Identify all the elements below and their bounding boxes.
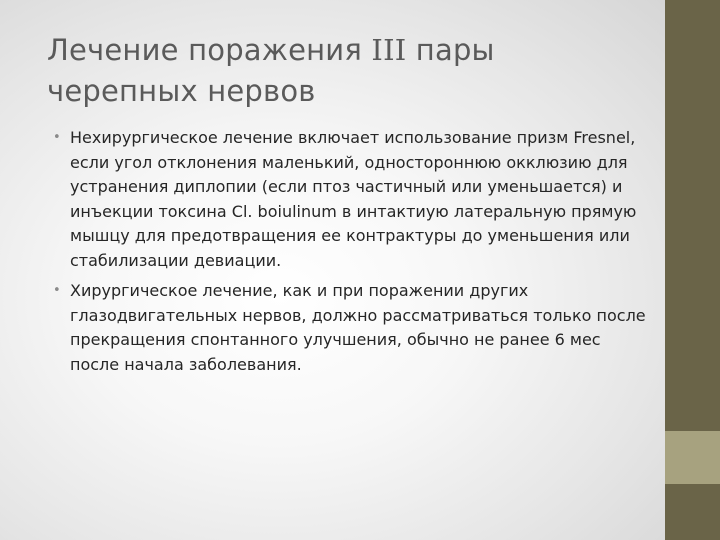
slide-title — [47, 30, 647, 112]
title-part-2: пары черепных нервов — [47, 33, 495, 108]
bullet-marker: • — [53, 283, 61, 298]
title-part-1: Лечение поражения — [47, 33, 372, 67]
bullet-list — [53, 126, 653, 383]
bullet-item-surgical — [53, 279, 653, 377]
bullet-item-nonsurgical — [53, 126, 653, 273]
bullet-text: Хирургическое лечение, как и при поражении других глазодвигательных нервов, должно рассматриваться только после прекращения спонтанного улучшения, обычно не ранее 6 мес после начала заболевания. — [70, 281, 646, 374]
side-accent-block — [665, 431, 720, 484]
title-roman-numeral: III — [371, 33, 407, 67]
bullet-marker: • — [53, 130, 61, 145]
bullet-text: Нехирургическое лечение включает использование призм Fresnel, если угол отклонения маленький, одностороннюю окклюзию для устранения диплопии (если птоз частичный или уменьшается) и инъекции токсина Cl. boiulinum в интактиую латеральную прямую мышцу для предотвращения ее контрактуры до уменьшения или стабилизации девиации. — [70, 128, 637, 270]
